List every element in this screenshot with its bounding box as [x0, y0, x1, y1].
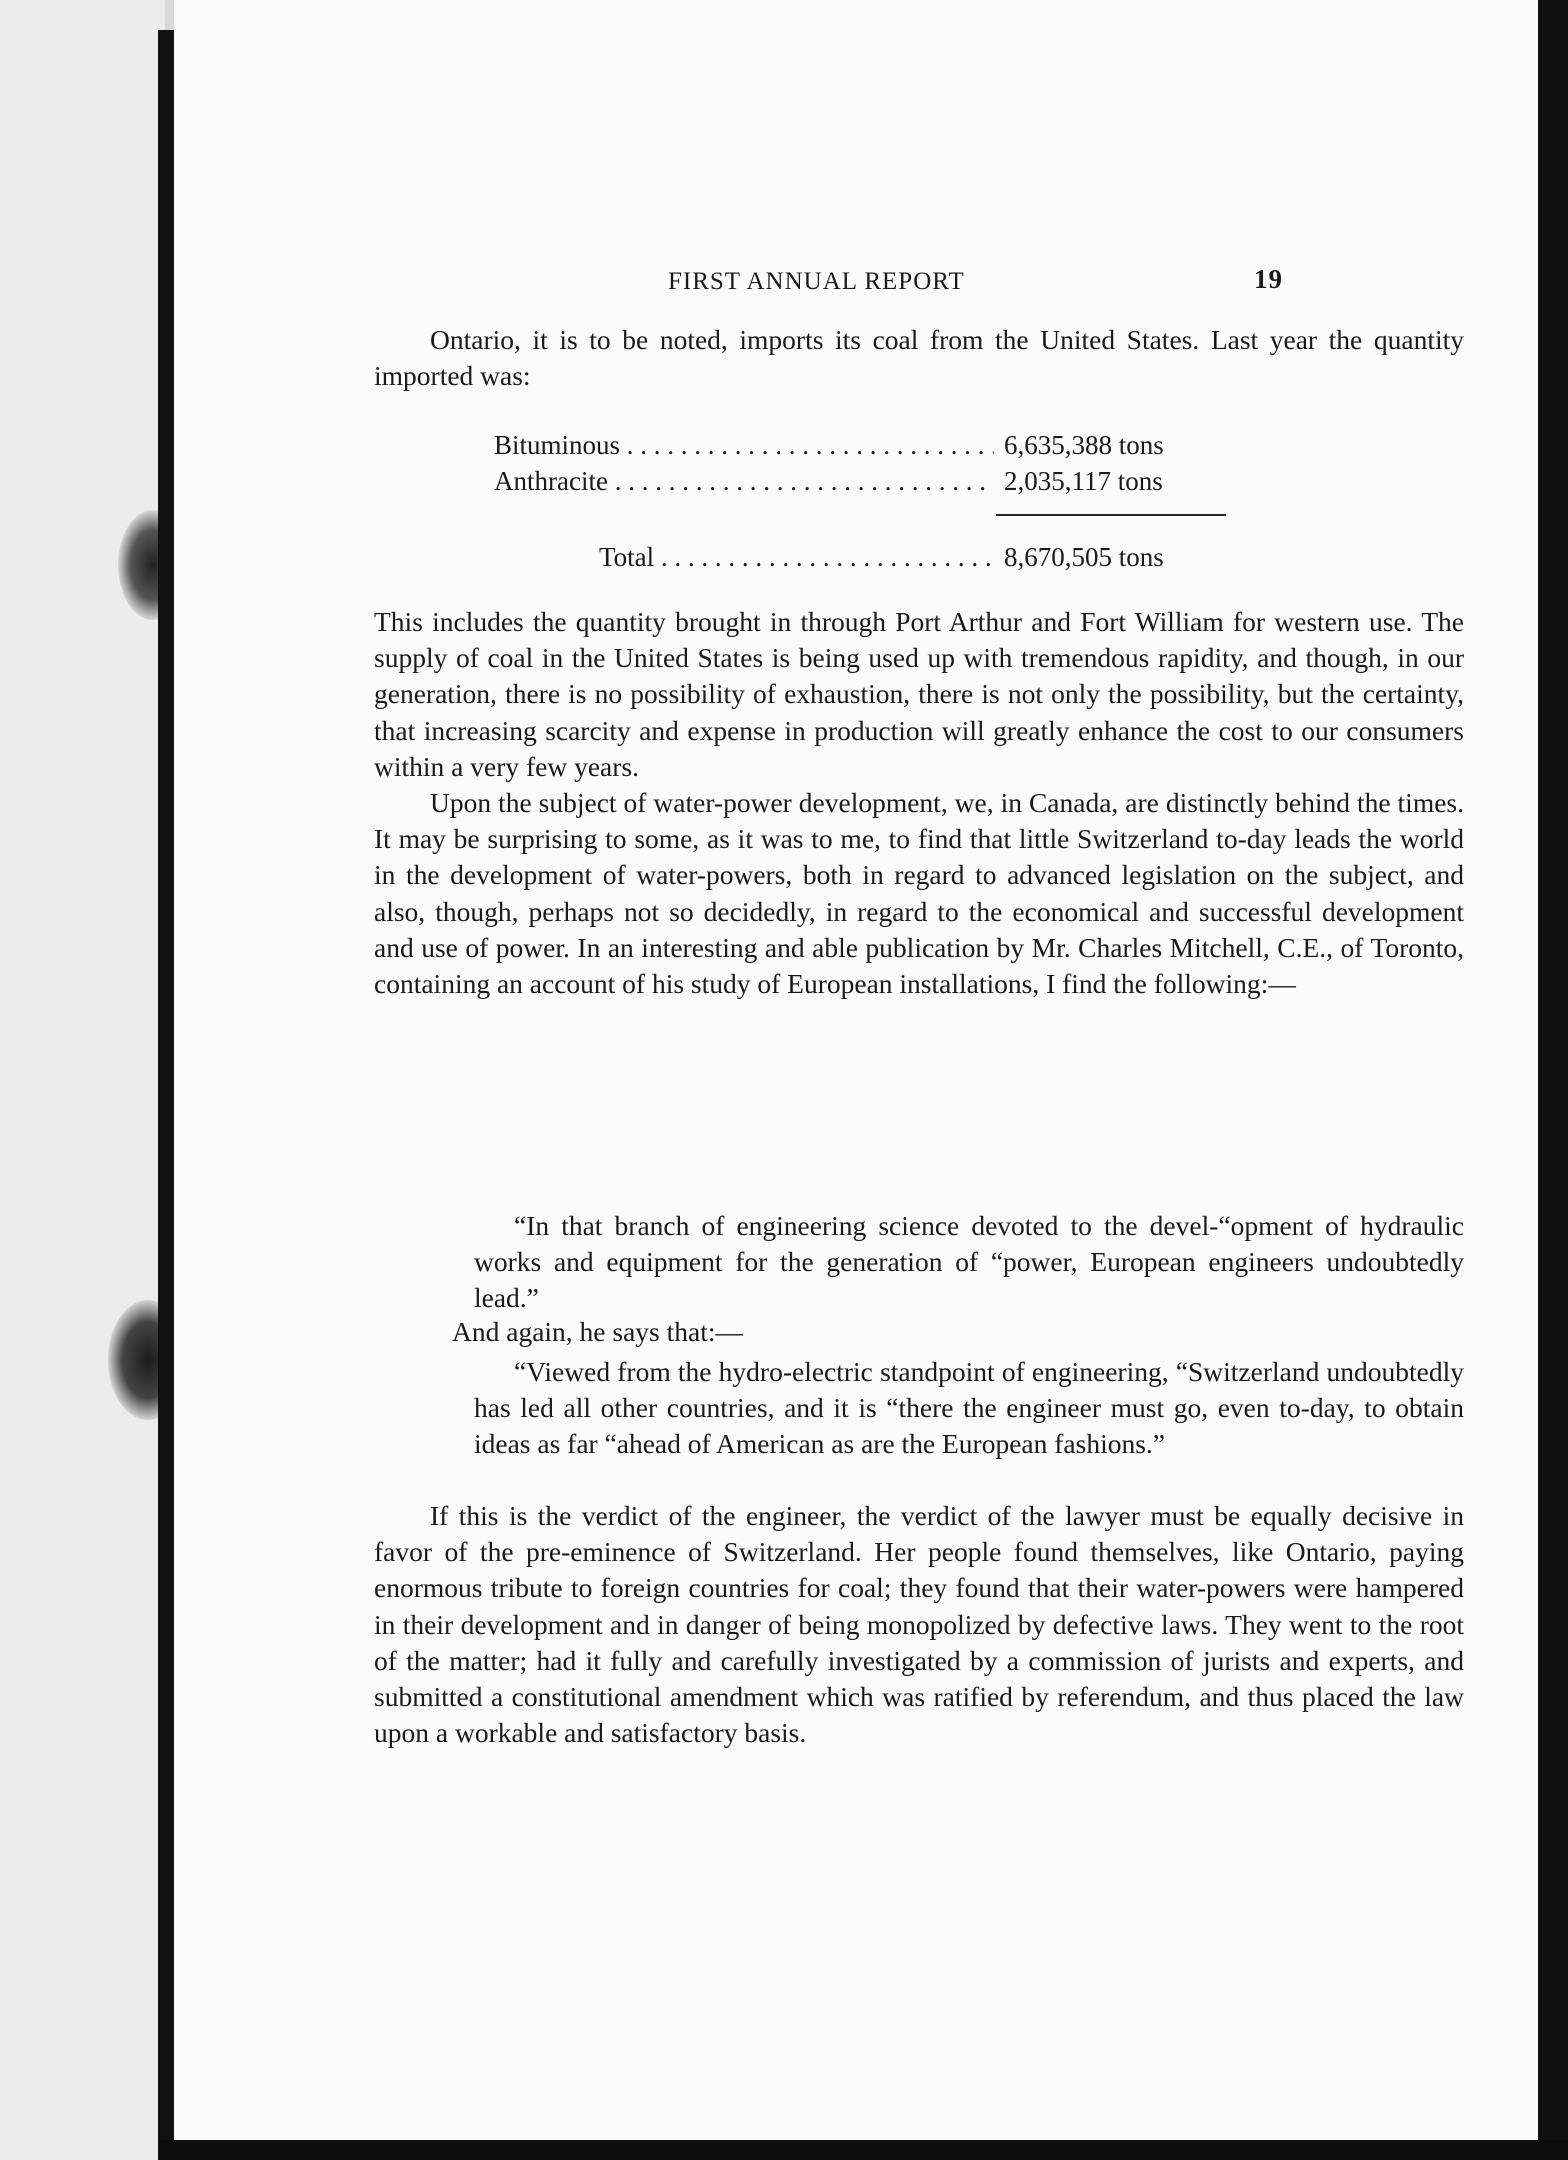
- total-row: [174, 542, 1538, 578]
- row-label: Anthracite . . .: [494, 466, 1134, 497]
- quote-text: “Viewed from the hydro-electric standpoint of engineering, “Switzerland undoubtedly has led all other countries, and it is “there the engineer must go, even to-day, to obtain ideas as far “ahead of American as are the European fashions.”: [474, 1356, 1464, 1460]
- running-title: FIRST ANNUAL REPORT: [668, 268, 965, 295]
- table-row: [174, 430, 1538, 466]
- paragraph: This includes the quantity brought in through Port Arthur and Fort William for western use. The supply of coal in the United States is being used up with tremendous rapidity, and though, in our generation, there is no possibility of exhaustion, there is not only the possibility, but the certainty, that increasing scarcity and expense in production will greatly enhance the cost to our consumers within a very few years.: [374, 606, 1464, 782]
- total-rule: [996, 514, 1226, 516]
- row-value: 6,635,388 tons: [994, 430, 1234, 461]
- quote-text: “In that branch of engineering science devoted to the devel-“opment of hydraulic works and equipment for the generation of “power, European engineers undoubtedly lead.”: [474, 1210, 1464, 1314]
- total-label: Total . . .: [599, 542, 1139, 573]
- coal-imports-table: [174, 430, 1538, 572]
- transition-line: And again, he says that:—: [452, 1316, 743, 1347]
- paragraph: If this is the verdict of the engineer, the verdict of the lawyer must be equally decisive in favor of the pre-eminence of Switzerland. Her people found themselves, like Ontario, paying enormous tribute to foreign countries for coal; they found that their water-powers were hampered in their development and in danger of being monopolized by defective laws. They went to the root of the matter; had it fully and carefully investigated by a commission of jurists and experts, and submitted a constitutional amendment which was ratified by referendum, and thus placed the law upon a workable and satisfactory basis.: [374, 1500, 1464, 1749]
- facing-page: [0, 0, 165, 2160]
- book-page: [174, 0, 1538, 2160]
- scan-edge-bottom: [160, 2140, 1568, 2160]
- scan-edge-right: [1538, 0, 1568, 2160]
- body-section-1: [374, 604, 1464, 1002]
- intro-paragraph: [374, 322, 1464, 394]
- page-header: [174, 264, 1538, 308]
- table-row: [174, 466, 1538, 502]
- block-quote: [474, 1354, 1464, 1463]
- row-value: 2,035,117 tons: [994, 466, 1234, 497]
- intro-text: Ontario, it is to be noted, imports its coal from the United States. Last year the quantity imported was:: [374, 324, 1464, 392]
- block-quote: [474, 1208, 1464, 1317]
- row-label: Bituminous . . .: [494, 430, 1134, 461]
- body-section-2: [374, 1498, 1464, 1751]
- paragraph: Upon the subject of water-power development, we, in Canada, are distinctly behind the times. It may be surprising to some, as it was to me, to find that little Switzerland to-day leads the world in the development of water-powers, both in regard to advanced legislation on the subject, and also, though, perhaps not so decidedly, in regard to the economical and successful development and use of power. In an interesting and able publication by Mr. Charles Mitchell, C.E., of Toronto, containing an account of his study of European installations, I find the following:—: [374, 787, 1464, 1000]
- total-value: 8,670,505 tons: [994, 542, 1234, 573]
- book-spine: [158, 30, 174, 2160]
- page-number: 19: [1254, 264, 1283, 294]
